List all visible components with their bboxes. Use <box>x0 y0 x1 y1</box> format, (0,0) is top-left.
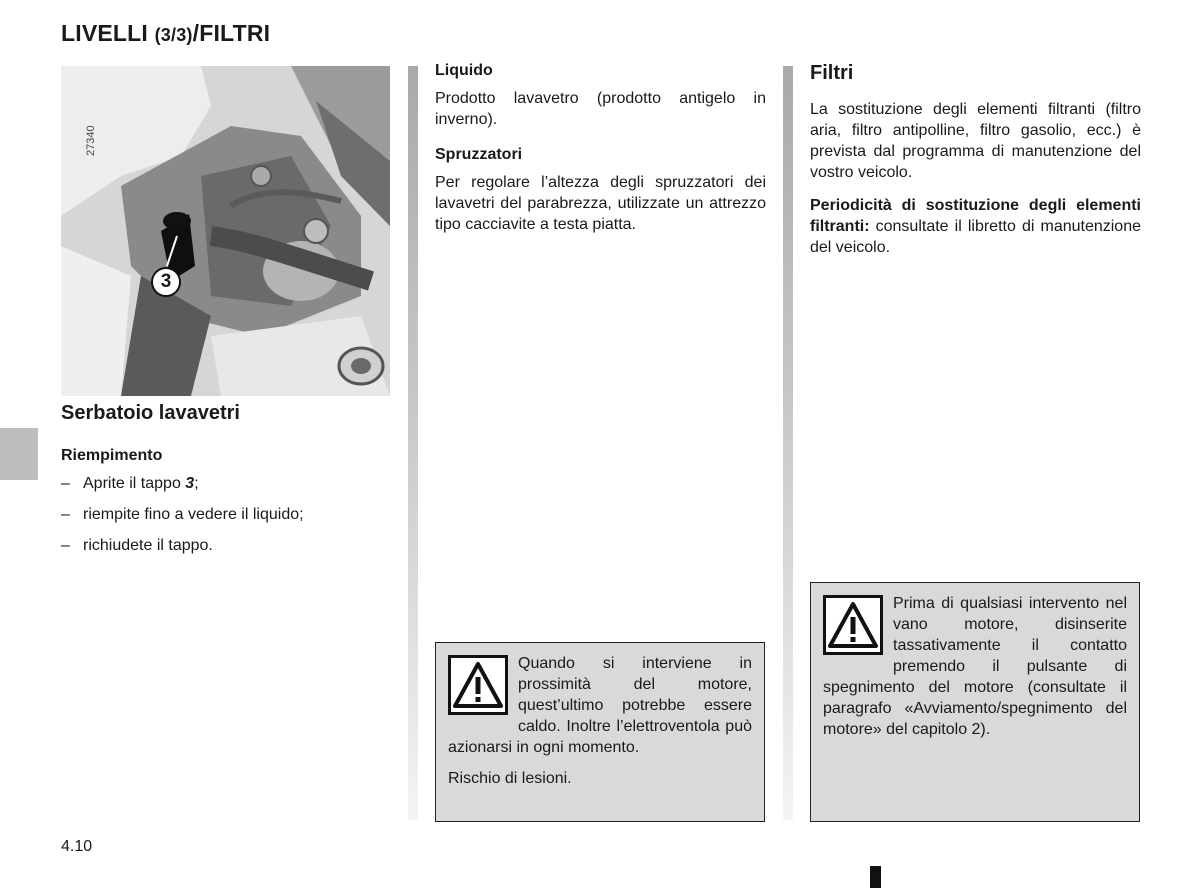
warning-text: Quando si interviene in prossimità del motore, quest’ultimo potrebbe essere caldo. Inoltre l’elettroventola può azionarsi in ogni momento. <box>448 655 752 756</box>
page-edge-marker <box>870 866 881 888</box>
list-item: – riempite fino a vedere il liquido; <box>61 506 304 523</box>
left-column <box>61 398 391 566</box>
subheading-filling: Riempimento <box>61 447 163 464</box>
column-divider <box>783 66 793 820</box>
subheading-liquid: Liquido <box>435 62 493 79</box>
warning-text: Prima di qualsiasi intervento nel vano motore, disinserite tassativamente il contatto premendo il pulsante di spegnimento del motore (consultate il paragrafo «Avviamento/spegnimento del motore» del capitolo 2). <box>823 595 1127 738</box>
warning-box-ignition <box>810 582 1140 822</box>
warning-box-engine-hot <box>435 642 765 822</box>
filters-text: La sostituzione degli elementi filtranti (filtro aria, filtro antipolline, filtro gasolio, ecc.) è prevista dal programma di manutenzione del vostro veicolo. <box>810 101 1141 181</box>
engine-bay-illustration <box>61 66 390 396</box>
callout-number: 3 <box>151 267 181 297</box>
page-title: LIVELLI (3/3)/FILTRI <box>61 20 271 46</box>
subheading-sprayers: Spruzzatori <box>435 146 523 163</box>
warning-triangle-icon <box>448 655 508 715</box>
warning-triangle-icon <box>823 595 883 655</box>
chapter-tab <box>0 428 38 480</box>
section-heading-filters: Filtri <box>810 62 854 84</box>
warning-risk: Rischio di lesioni. <box>448 770 572 787</box>
middle-column <box>435 62 766 247</box>
figure-reference-number: 27340 <box>85 125 97 156</box>
engine-bay-photo <box>61 66 390 396</box>
liquid-text: Prodotto lavavetro (prodotto antigelo in inverno). <box>435 90 766 128</box>
periodicity-text: Periodicità di sostituzione degli elementi filtranti: consultate il libretto di manutenzione del veicolo. <box>810 197 1141 256</box>
page-number: 4.10 <box>61 838 93 855</box>
list-item: – richiudete il tappo. <box>61 537 213 554</box>
sprayers-text: Per regolare l’altezza degli spruzzatori dei lavavetri del parabrezza, utilizzate un attrezzo tipo cacciavite a testa piatta. <box>435 174 766 233</box>
section-heading-washer-tank: Serbatoio lavavetri <box>61 402 240 424</box>
column-divider <box>408 66 418 820</box>
list-item: – Aprite il tappo 3; <box>61 475 199 492</box>
filling-steps <box>61 473 391 556</box>
right-column <box>810 62 1141 270</box>
